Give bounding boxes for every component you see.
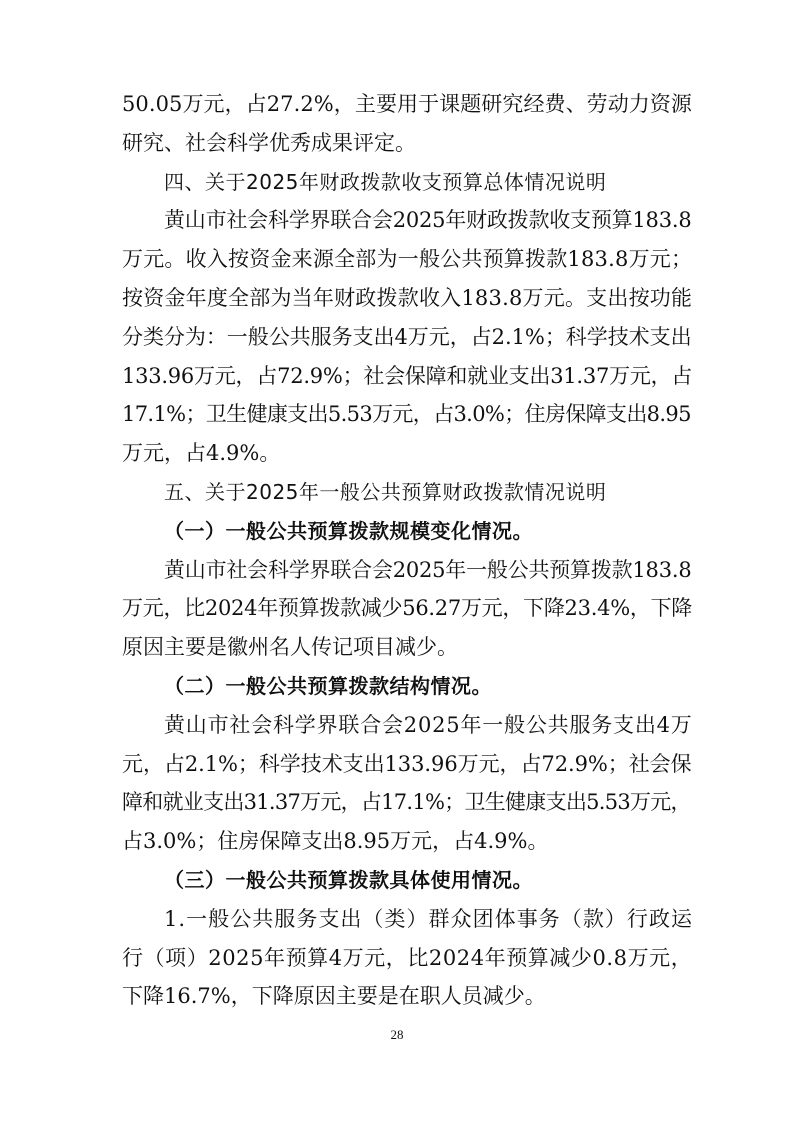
heading-line: 四、关于2025年财政拨款收支预算总体情况说明: [164, 169, 607, 194]
paragraph-line: 17.1%；卫生健康支出5.53万元，占3.0%；住房保障支出8.95: [122, 402, 691, 427]
paragraph-line: 研究、社会科学优秀成果评定。: [122, 130, 416, 155]
paragraph-line: 万元。收入按资金来源全部为一般公共预算拨款183.8万元；: [122, 247, 693, 272]
paragraph-line: 下降16.7%，下降原因主要是在职人员减少。: [122, 984, 546, 1009]
paragraph-line: 万元，比2024年预算拨款减少56.27万元，下降23.4%，下降: [122, 596, 693, 621]
paragraph-line: 黄山市社会科学界联合会2025年一般公共服务支出4万: [164, 712, 693, 737]
paragraph-line: 行（项）2025年预算4万元，比2024年预算减少0.8万元，: [122, 945, 693, 970]
paragraph-line: 元，占2.1%；科学技术支出133.96万元，占72.9%；社会保: [122, 751, 692, 776]
paragraph-line: 分类分为：一般公共服务支出4万元，占2.1%；科学技术支出: [122, 324, 692, 349]
subheading-line: （三）一般公共预算拨款具体使用情况。: [164, 868, 533, 892]
paragraph-line: 按资金年度全部为当年财政拨款收入183.8万元。支出按功能: [122, 286, 693, 310]
paragraph-line: 黄山市社会科学界联合会2025年财政拨款收支预算183.8: [164, 208, 692, 233]
paragraph-line: 万元，占4.9%。: [122, 441, 281, 466]
paragraph-line: 障和就业支出31.37万元，占17.1%；卫生健康支出5.53万元，: [122, 790, 691, 815]
paragraph-line: 1.一般公共服务支出（类）群众团体事务（款）行政运: [164, 906, 694, 931]
paragraph-line: 黄山市社会科学界联合会2025年一般公共预算拨款183.8: [164, 557, 692, 582]
paragraph-line: 原因主要是徽州名人传记项目减少。: [122, 635, 458, 660]
paragraph-line: 50.05万元，占27.2%，主要用于课题研究经费、劳动力资源: [122, 92, 692, 116]
page-number: 28: [390, 1027, 404, 1042]
subheading-line: （一）一般公共预算拨款规模变化情况。: [164, 518, 533, 543]
paragraph-line: 占3.0%；住房保障支出8.95万元，占4.9%。: [122, 829, 549, 854]
subheading-line: （二）一般公共预算拨款结构情况。: [164, 674, 492, 698]
heading-line: 五、关于2025年一般公共预算财政拨款情况说明: [164, 480, 607, 504]
paragraph-line: 133.96万元，占72.9%；社会保障和就业支出31.37万元，占: [122, 363, 693, 388]
